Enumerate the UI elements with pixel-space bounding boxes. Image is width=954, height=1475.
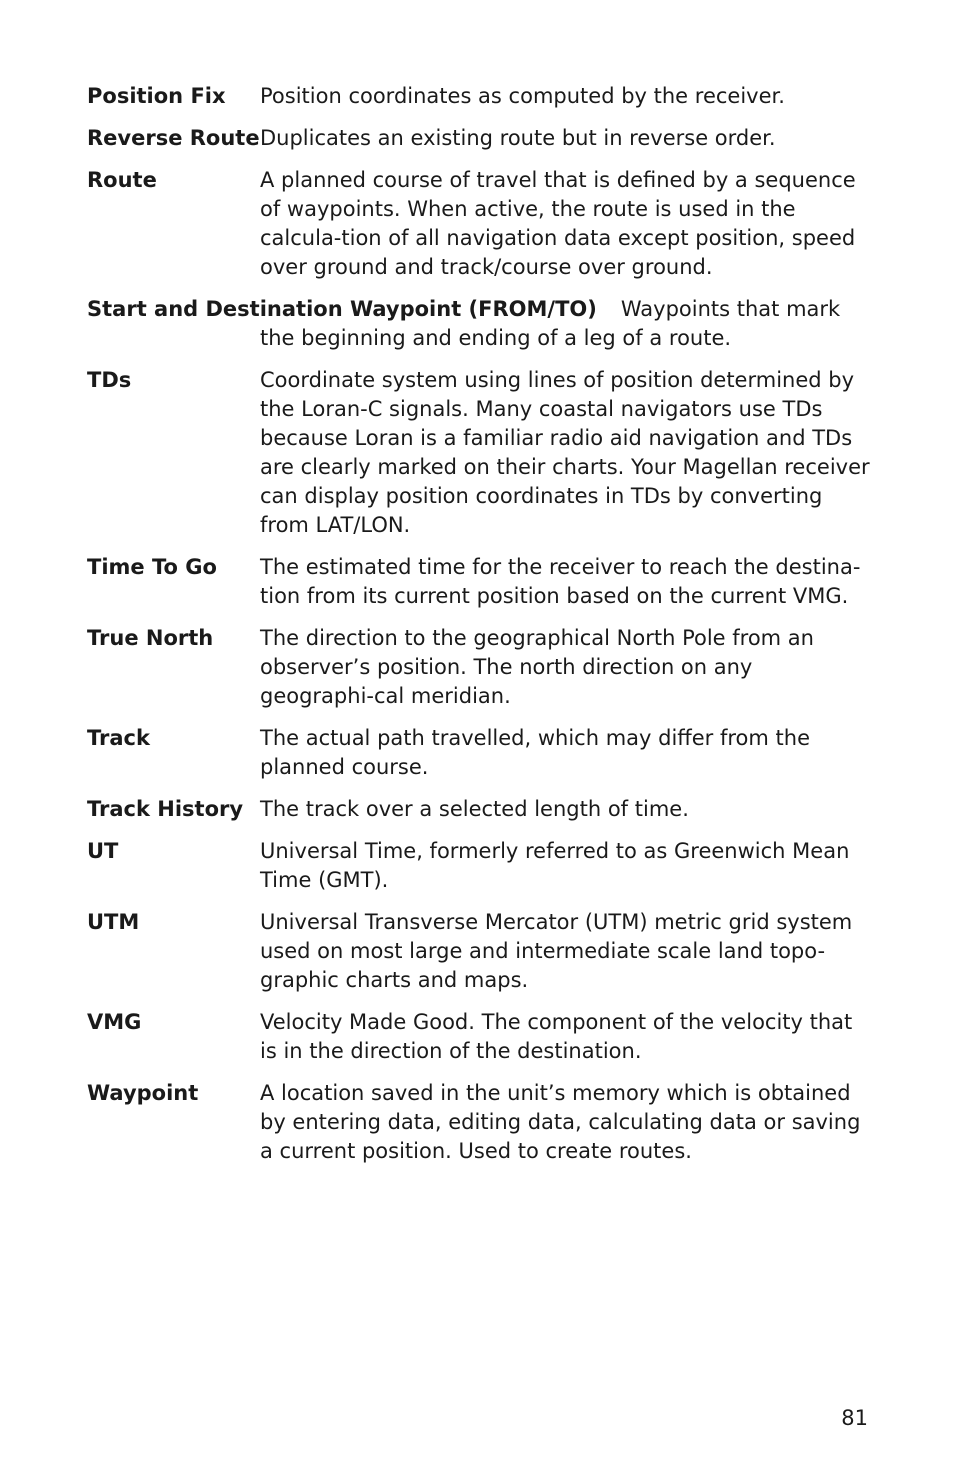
glossary-term: Route xyxy=(87,168,157,192)
glossary-term: TDs xyxy=(87,368,132,392)
glossary-term: Time To Go xyxy=(87,555,217,579)
glossary-entry xyxy=(87,908,872,995)
page-number: 81 xyxy=(841,1406,868,1430)
glossary-definition: A planned course of travel that is defined by a sequence of waypoints. When active, the route is used in the calcula-tion of all navigation data except position, speed over ground and track/course over ground. xyxy=(260,168,856,279)
glossary-entry xyxy=(87,295,872,353)
glossary-entry xyxy=(87,795,872,824)
glossary-list xyxy=(87,82,872,1179)
glossary-term: Position Fix xyxy=(87,84,226,108)
glossary-entry xyxy=(87,366,872,540)
glossary-term: UT xyxy=(87,839,119,863)
glossary-definition-block xyxy=(87,295,872,353)
glossary-definition: Duplicates an existing route but in reverse order. xyxy=(260,126,776,150)
glossary-term: Start and Destination Waypoint (FROM/TO) xyxy=(87,297,597,321)
glossary-term: VMG xyxy=(87,1010,142,1034)
glossary-entry xyxy=(87,553,872,611)
glossary-term: Reverse Route xyxy=(87,126,260,150)
glossary-entry xyxy=(87,1079,872,1166)
glossary-definition: The estimated time for the receiver to reach the destina-tion from its current position based on the current VMG. xyxy=(260,555,861,608)
glossary-definition: Coordinate system using lines of position determined by the Loran-C signals. Many coastal navigators use TDs because Loran is a familiar radio aid navigation and TDs are clearly marked on their charts. Your Magellan receiver can display position coordinates in TDs by converting from LAT/LON. xyxy=(260,368,870,537)
glossary-definition: Velocity Made Good. The component of the velocity that is in the direction of the destination. xyxy=(260,1010,853,1063)
glossary-definition: Position coordinates as computed by the receiver. xyxy=(260,84,785,108)
glossary-entry xyxy=(87,166,872,282)
glossary-definition: The direction to the geographical North Pole from an observer’s position. The north direction on any geographi-cal meridian. xyxy=(260,626,814,708)
glossary-entry xyxy=(87,82,872,111)
glossary-term: Track xyxy=(87,726,150,750)
glossary-definition: Universal Time, formerly referred to as Greenwich Mean Time (GMT). xyxy=(260,839,850,892)
glossary-term: Waypoint xyxy=(87,1081,199,1105)
glossary-entry xyxy=(87,1008,872,1066)
glossary-entry xyxy=(87,724,872,782)
glossary-definition: The actual path travelled, which may differ from the planned course. xyxy=(260,726,810,779)
glossary-entry xyxy=(87,124,872,153)
glossary-term: UTM xyxy=(87,910,140,934)
glossary-entry xyxy=(87,837,872,895)
glossary-definition: Waypoints that mark the beginning and ending of a leg of a route. xyxy=(260,297,841,350)
glossary-term: True North xyxy=(87,626,214,650)
glossary-entry xyxy=(87,624,872,711)
glossary-definition: Universal Transverse Mercator (UTM) metric grid system used on most large and intermediate scale land topo-graphic charts and maps. xyxy=(260,910,853,992)
glossary-definition: A location saved in the unit’s memory which is obtained by entering data, editing data, calculating data or saving a current position. Used to create routes. xyxy=(260,1081,861,1163)
glossary-definition: The track over a selected length of time. xyxy=(260,797,689,821)
glossary-term: Track History xyxy=(87,797,244,821)
